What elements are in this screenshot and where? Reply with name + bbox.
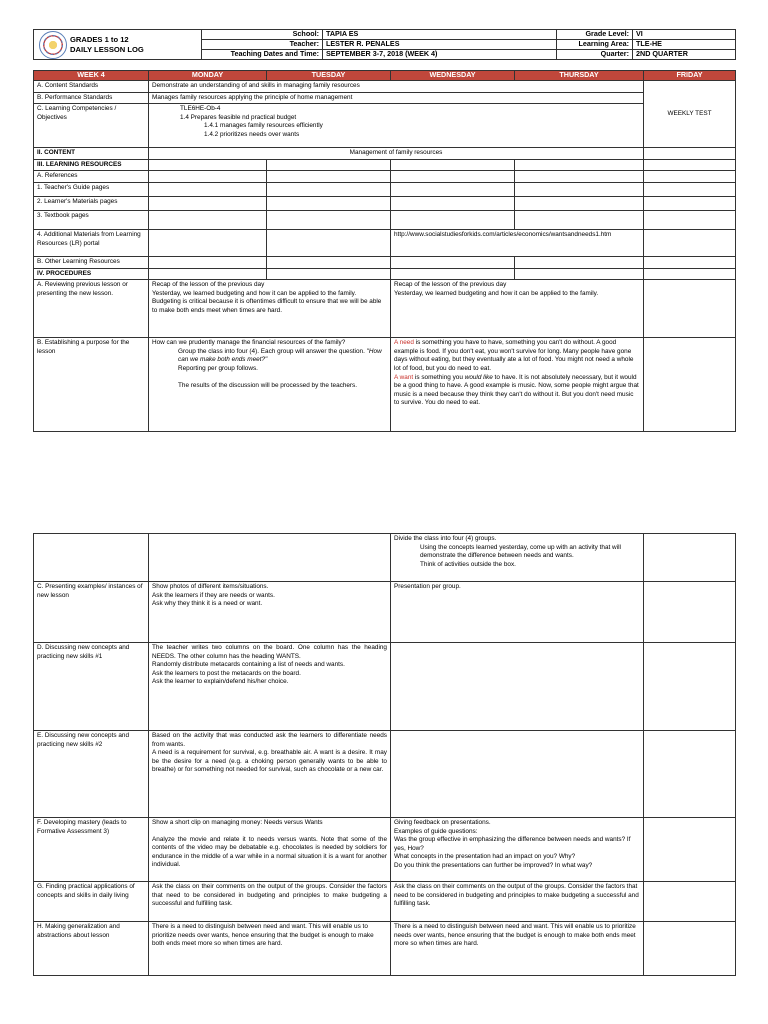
empty-cell <box>515 196 644 210</box>
mastery-wednesday <box>391 818 644 882</box>
wednesday-header: WEDNESDAY <box>391 71 515 81</box>
table-row <box>34 92 736 104</box>
continued-wednesday <box>391 534 644 582</box>
continued-wed-line: Divide the class into four (4) groups. <box>394 535 497 542</box>
empty-cell <box>644 148 736 160</box>
empty-cell <box>644 534 736 582</box>
empty-cell <box>391 159 515 171</box>
mastery-wed-line: What concepts in the presentation had an impact on you? Why? <box>394 853 576 861</box>
empty-cell <box>149 256 267 268</box>
additional-url-link[interactable]: http://www.socialstudiesforkids.com/articles/economics/wantsandneeds1.htm <box>391 229 644 256</box>
lesson-log-page-1 <box>33 29 735 432</box>
empty-cell <box>34 534 149 582</box>
review-wednesday <box>391 280 644 338</box>
presenting-wednesday: Presentation per group. <box>391 582 644 643</box>
thursday-header: THURSDAY <box>515 71 644 81</box>
empty-cell <box>267 210 391 229</box>
need-definition: is something you have to have, something you can't do without. A good example is food. If you don't eat, you won't survive for long. Many people have gone days without eating, but they eventually ate a lot of food. You might not need a whole lot of food, but you do need to eat. <box>394 339 634 372</box>
tuesday-header: TUESDAY <box>267 71 391 81</box>
row-label: C. Learning Competencies / Objectives <box>34 104 149 148</box>
competency-item: 1.4.1 manages family resources efficiently <box>204 122 323 130</box>
mastery-wed-line: Was the group effective in emphasizing the difference between needs and wants? If yes, How? <box>394 836 631 852</box>
purpose-mon-line: Group the class into four (4). Each group will answer the question. <box>178 347 365 355</box>
table-row <box>34 922 736 976</box>
table-row <box>34 643 736 731</box>
quarter-label: Quarter: <box>557 50 633 60</box>
empty-cell <box>644 582 736 643</box>
empty-cell <box>644 280 736 338</box>
table-row <box>34 338 736 432</box>
row-label: B. Establishing a purpose for the lesson <box>34 338 149 432</box>
table-row <box>34 582 736 643</box>
monday-header: MONDAY <box>149 71 267 81</box>
empty-cell <box>644 338 736 432</box>
purpose-mon-line: How can we prudently manage the financial resources of the family? <box>152 339 346 347</box>
empty-cell <box>644 159 736 171</box>
discuss1-mon-line: The teacher writes two columns on the board. One column has the heading NEEDS. The other column has the heading WANTS. <box>152 644 387 660</box>
dates-label: Teaching Dates and Time: <box>202 50 323 60</box>
empty-cell <box>644 818 736 882</box>
purpose-monday <box>149 338 391 432</box>
day-header-row <box>34 71 736 81</box>
mastery-wed-line: Examples of guide questions: <box>394 827 478 835</box>
purpose-mon-question: "How can we make both ends meet?" <box>178 347 382 364</box>
teacher-label: Teacher: <box>202 40 323 50</box>
review-mon-line: Yesterday, we learned budgeting and how it can be applied to the family. <box>152 289 357 297</box>
empty-cell <box>644 182 736 196</box>
empty-cell <box>644 268 736 280</box>
presenting-monday <box>149 582 391 643</box>
need-term: A need <box>394 339 414 347</box>
empty-cell <box>391 196 515 210</box>
performance-standards-text: Manages family resources applying the principle of home management <box>149 92 644 104</box>
presenting-mon-line: Ask why they think it is a need or want. <box>152 600 263 608</box>
grade-value: VI <box>633 30 736 40</box>
content-standards-text: Demonstrate an understanding of and skills in managing family resources <box>149 81 644 93</box>
teacher-value: LESTER R. PENALES <box>323 40 557 50</box>
lesson-log-page-2 <box>33 533 735 976</box>
empty-cell <box>644 922 736 976</box>
empty-cell <box>267 268 391 280</box>
deped-seal-logo <box>39 31 67 59</box>
empty-cell <box>644 229 736 256</box>
want-definition-emph: would like <box>464 373 493 381</box>
table-row <box>34 534 736 582</box>
empty-cell <box>644 171 736 183</box>
row-label: 4. Additional Materials from Learning Resources (LR) portal <box>34 229 149 256</box>
competencies-text <box>149 104 644 148</box>
empty-cell <box>149 268 267 280</box>
empty-cell <box>149 182 267 196</box>
table-row <box>34 210 736 229</box>
empty-cell <box>515 159 644 171</box>
table-row <box>34 171 736 183</box>
row-label: A. Reviewing previous lesson or presenting the new lesson. <box>34 280 149 338</box>
week-header: WEEK 4 <box>34 71 149 81</box>
table-row <box>34 81 736 93</box>
review-wed-line: Yesterday, we learned budgeting and how it can be applied to the family. <box>394 289 599 297</box>
lesson-table-page-1 <box>33 70 736 432</box>
discuss1-mon-line: Ask the learner to explain/defend his/her choice. <box>152 678 289 686</box>
table-row <box>34 182 736 196</box>
empty-cell <box>149 534 391 582</box>
row-label: E. Discussing new concepts and practicing new skills #2 <box>34 731 149 818</box>
header-table <box>33 29 736 60</box>
grade-label: Grade Level: <box>557 30 633 40</box>
row-label: A. Content Standards <box>34 81 149 93</box>
empty-cell <box>515 268 644 280</box>
empty-cell <box>267 159 391 171</box>
dates-value: SEPTEMBER 3-7, 2018 (WEEK 4) <box>323 50 557 60</box>
empty-cell <box>267 171 391 183</box>
discuss2-mon-line: A need is a requirement for survival, e.g. breathable air. A want is a desire. It may be the desire for a need (e.g. a choking person generally wants to be able to breathe) or for something not needed for survival, such as chocolate or a new car. <box>152 749 387 774</box>
school-value: TAPIA ES <box>323 30 557 40</box>
quarter-value: 2ND QUARTER <box>633 50 736 60</box>
mastery-wed-line: Do you think the presentations can further be improved? In what way? <box>394 861 593 869</box>
continued-wed-line: Using the concepts learned yesterday, come up with an activity that will demonstrate the difference between needs and wants. <box>420 543 621 560</box>
table-row <box>34 104 736 148</box>
friday-weekly-test: WEEKLY TEST <box>644 81 736 148</box>
row-label: 3. Textbook pages <box>34 210 149 229</box>
generalization-monday: There is a need to distinguish between need and want. This will enable us to prioritize needs over wants, hence ensuring that the budget is enough to make both ends meet more so when times are hard. <box>149 922 391 976</box>
content-value: Management of family resources <box>149 148 644 160</box>
row-label: III. LEARNING RESOURCES <box>34 159 149 171</box>
empty-cell <box>391 643 644 731</box>
empty-cell <box>644 196 736 210</box>
review-monday <box>149 280 391 338</box>
table-row <box>34 159 736 171</box>
review-mon-line: Budgeting is critical because it is oftentimes difficult to ensure that we will be able to make both ends meet when times are hard. <box>152 298 382 314</box>
empty-cell <box>391 171 515 183</box>
generalization-wednesday: There is a need to distinguish between need and want. This will enable us to prioritize needs over wants, hence ensuring that the budget is enough to make both ends meet more so when times are hard. <box>391 922 644 976</box>
review-mon-line: Recap of the lesson of the previous day <box>152 281 265 289</box>
purpose-wednesday <box>391 338 644 432</box>
empty-cell <box>267 229 391 256</box>
table-row <box>34 268 736 280</box>
empty-cell <box>149 171 267 183</box>
discuss1-monday <box>149 643 391 731</box>
row-label: 1. Teacher's Guide pages <box>34 182 149 196</box>
row-label: B. Performance Standards <box>34 92 149 104</box>
table-row <box>34 280 736 338</box>
want-definition-b: to have. It is not absolutely necessary, but it would be a good thing to have. A good example is music. Now, some people might argue that music is a need because they think they can't do without it. But you don't need music to survive. You do need to eat. <box>394 373 639 407</box>
mastery-wed-line: Giving feedback on presentations. <box>394 819 491 826</box>
empty-cell <box>391 268 515 280</box>
purpose-mon-line: The results of the discussion will be processed by the teachers. <box>178 381 358 389</box>
competency-main: 1.4 Prepares feasible nd practical budget <box>180 113 297 121</box>
school-label: School: <box>202 30 323 40</box>
empty-cell <box>391 256 515 268</box>
want-term: A want <box>394 373 414 381</box>
discuss1-mon-line: Randomly distribute metacards containing a list of needs and wants. <box>152 661 345 669</box>
row-label: II. CONTENT <box>34 148 149 160</box>
area-value: TLE-HE <box>633 40 736 50</box>
row-label: H. Making generalization and abstractions about lesson <box>34 922 149 976</box>
header-title-cell <box>34 30 202 60</box>
table-row <box>34 731 736 818</box>
empty-cell <box>267 182 391 196</box>
friday-header: FRIDAY <box>644 71 736 81</box>
table-row <box>34 196 736 210</box>
row-label: C. Presenting examples/ instances of new lesson <box>34 582 149 643</box>
presenting-mon-line: Show photos of different items/situations. <box>152 583 269 590</box>
empty-cell <box>644 256 736 268</box>
mastery-mon-line: Show a short clip on managing money: Needs versus Wants <box>152 819 323 826</box>
discuss1-mon-line: Ask the learners to post the metacards on the board. <box>152 669 301 677</box>
empty-cell <box>644 731 736 818</box>
competency-item: 1.4.2 prioritizes needs over wants <box>204 130 300 138</box>
purpose-mon-line: Reporting per group follows. <box>178 364 258 372</box>
table-row <box>34 256 736 268</box>
row-label: 2. Learner's Materials pages <box>34 196 149 210</box>
presenting-mon-line: Ask the learners if they are needs or wants. <box>152 591 275 599</box>
want-definition-a: is something you <box>413 373 465 381</box>
table-row <box>34 882 736 922</box>
table-row <box>34 818 736 882</box>
empty-cell <box>149 210 267 229</box>
empty-cell <box>149 196 267 210</box>
row-label: G. Finding practical applications of concepts and skills in daily living <box>34 882 149 922</box>
empty-cell <box>515 256 644 268</box>
empty-cell <box>267 256 391 268</box>
mastery-monday <box>149 818 391 882</box>
empty-cell <box>644 210 736 229</box>
discuss2-monday <box>149 731 391 818</box>
empty-cell <box>391 182 515 196</box>
empty-cell <box>391 210 515 229</box>
row-label: D. Discussing new concepts and practicing new skills #1 <box>34 643 149 731</box>
table-row <box>34 229 736 256</box>
discuss2-mon-line: Based on the activity that was conducted ask the learners to differentiate needs from wants. <box>152 732 387 748</box>
empty-cell <box>644 643 736 731</box>
empty-cell <box>149 159 267 171</box>
empty-cell <box>267 196 391 210</box>
empty-cell <box>515 182 644 196</box>
competency-code: TLE6HE-Ob-4 <box>180 105 221 113</box>
findings-monday: Ask the class on their comments on the output of the groups. Consider the factors that need to be considered in budgeting and principles to make budgeting a successful and fulfilling task. <box>149 882 391 922</box>
empty-cell <box>644 882 736 922</box>
continued-wed-line: Think of activities outside the box. <box>420 560 516 568</box>
review-wed-line: Recap of the lesson of the previous day <box>394 281 507 289</box>
row-label: A. References <box>34 171 149 183</box>
findings-wednesday: Ask the class on their comments on the output of the groups. Consider the factors that need to be considered in budgeting and principles to make budgeting a successful and fulfilling task. <box>391 882 644 922</box>
empty-cell <box>149 229 267 256</box>
row-label: B. Other Learning Resources <box>34 256 149 268</box>
mastery-mon-line: Analyze the movie and relate it to needs versus wants. Note that some of the contents of the video may be debatable e.g. chocolates is needed by soldiers for endurance in the middle of a war while in a normal situation it is a want for another individual. <box>152 835 387 869</box>
title-grades: GRADES 1 to 12 <box>70 35 129 44</box>
row-label: F. Developing mastery (leads to Formative Assessment 3) <box>34 818 149 882</box>
title-dll: DAILY LESSON LOG <box>70 44 144 54</box>
empty-cell <box>391 731 644 818</box>
empty-cell <box>515 171 644 183</box>
table-row <box>34 148 736 160</box>
row-label: IV. PROCEDURES <box>34 268 149 280</box>
area-label: Learning Area: <box>557 40 633 50</box>
lesson-table-page-2 <box>33 533 736 976</box>
empty-cell <box>515 210 644 229</box>
